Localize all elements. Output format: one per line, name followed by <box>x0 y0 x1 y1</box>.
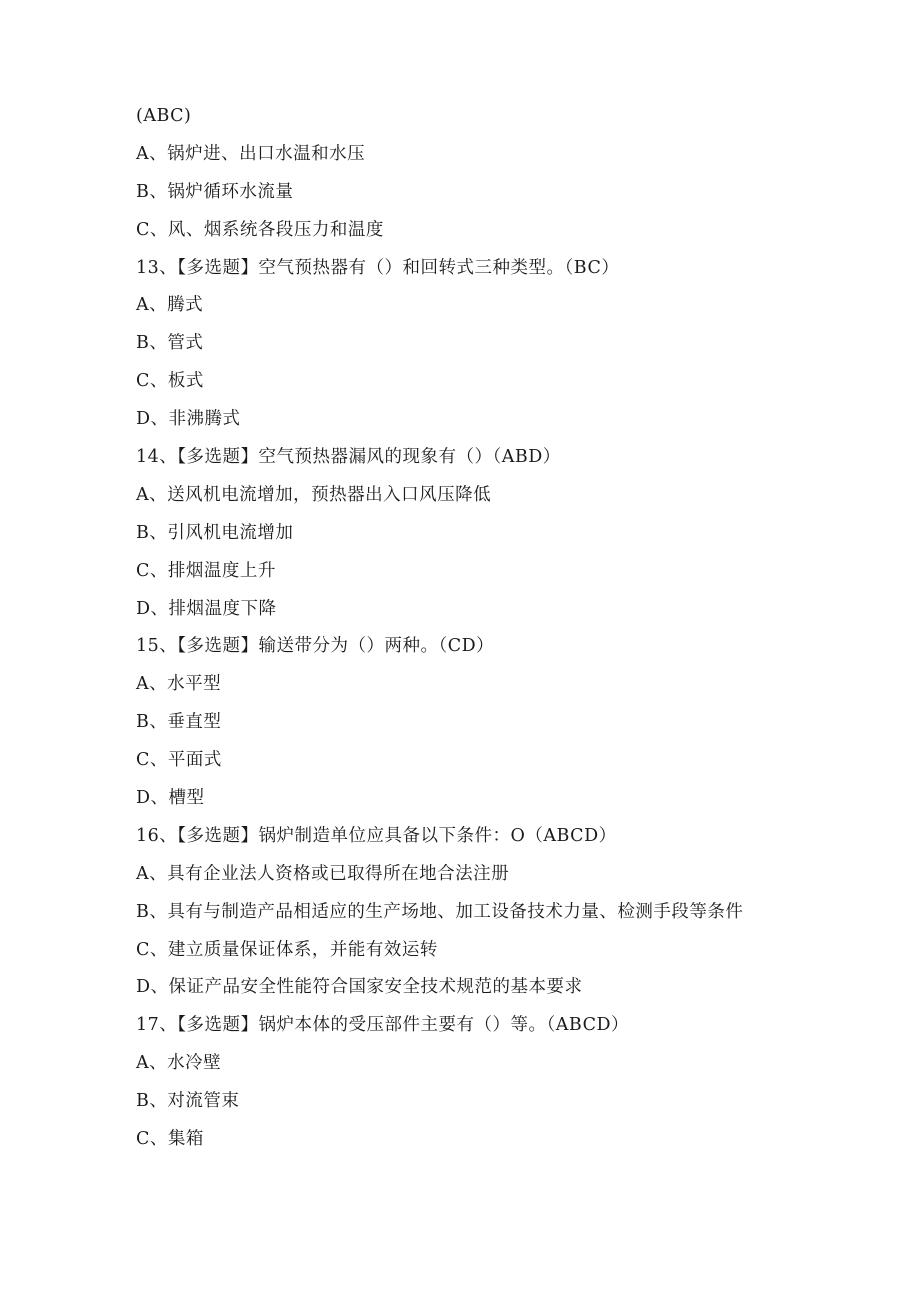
option-line: C、集箱 <box>136 1129 204 1150</box>
option-line: C、建立质量保证体系，并能有效运转 <box>136 939 438 960</box>
question-text-block <box>136 103 836 1164</box>
option-line: B、垂直型 <box>136 712 222 733</box>
option-line: D、非沸腾式 <box>136 409 241 430</box>
option-line: C、板式 <box>136 371 204 392</box>
option-line: C、平面式 <box>136 750 222 771</box>
option-line: D、保证产品安全性能符合国家安全技术规范的基本要求 <box>136 977 583 998</box>
option-line: A、送风机电流增加，预热器出入口风压降低 <box>136 484 492 505</box>
option-line: B、对流管束 <box>136 1091 240 1112</box>
option-line: C、风、烟系统各段压力和温度 <box>136 219 384 240</box>
question-17: 17、【多选题】锅炉本体的受压部件主要有（）等。（ABCD） <box>136 1015 630 1036</box>
option-line: A、具有企业法人资格或已取得所在地合法注册 <box>136 863 510 884</box>
option-line: A、锅炉进、出口水温和水压 <box>136 143 366 164</box>
question-15: 15、【多选题】输送带分为（）两种。（CD） <box>136 636 495 657</box>
question-14: 14、【多选题】空气预热器漏风的现象有（）（ABD） <box>136 447 561 468</box>
answer-key-line: (ABC) <box>136 106 192 126</box>
question-13: 13、【多选题】空气预热器有（）和回转式三种类型。（BC） <box>136 257 620 278</box>
question-16: 16、【多选题】锅炉制造单位应具备以下条件：O（ABCD） <box>136 825 617 846</box>
option-line: A、水冷壁 <box>136 1053 222 1074</box>
option-line: B、引风机电流增加 <box>136 522 294 543</box>
option-line: A、水平型 <box>136 674 222 695</box>
option-line: C、排烟温度上升 <box>136 560 276 581</box>
option-line: A、腾式 <box>136 295 204 316</box>
option-line: D、排烟温度下降 <box>136 598 277 619</box>
option-line: B、管式 <box>136 333 204 354</box>
option-line: B、具有与制造产品相适应的生产场地、加工设备技术力量、检测手段等条件 <box>136 901 744 922</box>
option-line: B、锅炉循环水流量 <box>136 181 294 202</box>
option-line: D、槽型 <box>136 788 205 809</box>
